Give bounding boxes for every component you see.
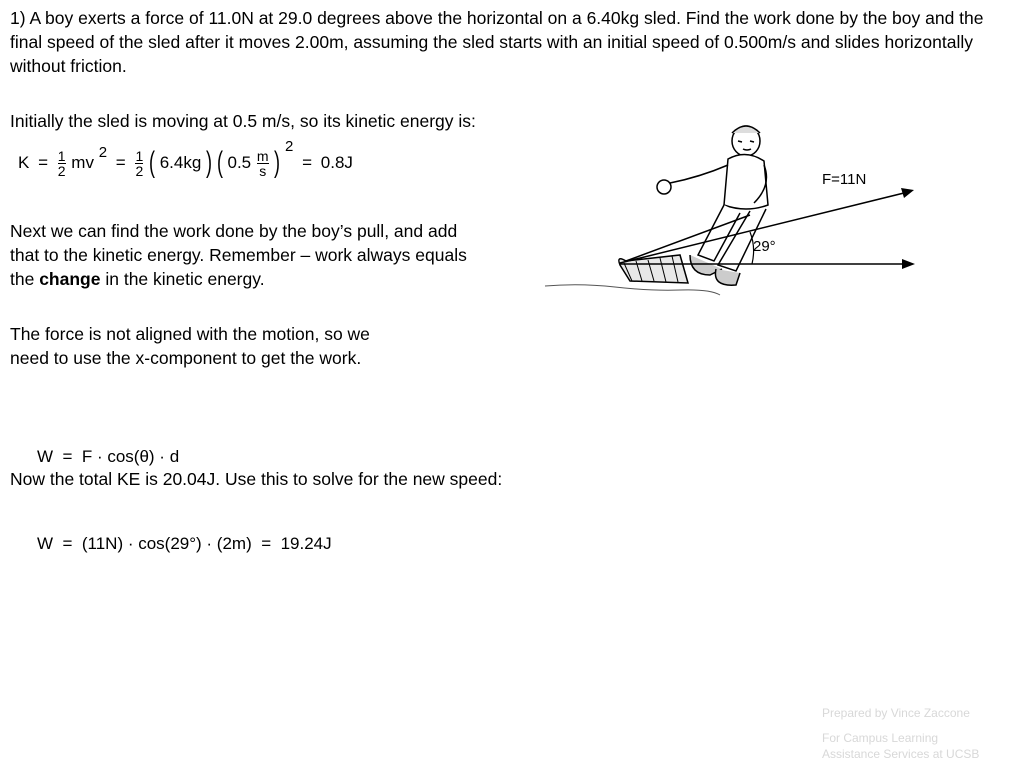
ke-unit-num: m	[256, 147, 269, 164]
ke-half-fraction	[58, 149, 66, 178]
ke-half2-den: 2	[135, 162, 144, 179]
paren-open-2: (	[216, 146, 223, 179]
work-formula-line1: W = F · cos(θ) · d	[37, 447, 180, 466]
work-intro-line1: Next we can find the work done by the boy’s pull, and add	[10, 221, 458, 241]
ke-result: 0.8J	[320, 153, 353, 172]
angle-label: 29°	[753, 238, 776, 255]
total-ke-statement: Now the total KE is 20.04J. Use this to solve for the new speed:	[10, 469, 503, 489]
footer-line2: For Campus Learning	[822, 731, 939, 745]
footer-line1: Prepared by Vince Zaccone	[822, 706, 970, 720]
ke-eq1: =	[38, 153, 49, 172]
sled-diagram	[540, 115, 940, 315]
footer-line3: Assistance Services at UCSB	[822, 747, 980, 761]
ke-exp: 2	[98, 143, 108, 161]
ke-unit-den: s	[259, 162, 267, 179]
ke-mass: 6.4kg	[159, 153, 202, 172]
paren-open-1: (	[148, 146, 155, 179]
ke-mv: mv	[71, 153, 94, 172]
ke-half-num: 1	[57, 147, 66, 164]
work-intro-line3: the change in the kinetic energy.	[10, 269, 265, 289]
ke-exp2: 2	[285, 137, 294, 155]
work-intro	[10, 219, 467, 291]
ke-lhs: K	[18, 153, 30, 172]
component-intro	[10, 322, 370, 370]
paren-close-1: )	[206, 146, 213, 179]
work-intro-line2: that to the kinetic energy. Remember – work always equals	[10, 245, 467, 265]
ke-half2-num: 1	[135, 147, 144, 164]
ke-half2-fraction	[135, 149, 143, 178]
ke-eq3: =	[302, 153, 313, 172]
ke-eq2: =	[115, 153, 126, 172]
snow-ground	[545, 285, 720, 295]
change-emphasis: change	[39, 269, 101, 289]
ke-equation	[18, 137, 353, 180]
ke-unit-fraction	[257, 149, 269, 178]
ke-intro: Initially the sled is moving at 0.5 m/s, so its kinetic energy is:	[10, 111, 476, 131]
footer-credit	[822, 705, 979, 762]
work-formula-line2: W = (11N) · cos(29°) · (2m) = 19.24J	[37, 534, 332, 553]
ke-half-den: 2	[57, 162, 66, 179]
force-label: F=11N	[822, 171, 867, 188]
paren-close-2: )	[274, 146, 281, 179]
component-intro-line1: The force is not aligned with the motion, so we	[10, 324, 370, 344]
ke-speed: 0.5	[227, 153, 252, 172]
component-intro-line2: need to use the x-component to get the work.	[10, 348, 362, 368]
problem-statement: 1) A boy exerts a force of 11.0N at 29.0 degrees above the horizontal on a 6.40kg sled. Find the work done by the boy and the final speed of the sled after it moves 2.00m, assuming the sled starts with an initial speed of 0.500m/s and slides horizontally without friction.	[10, 8, 984, 76]
